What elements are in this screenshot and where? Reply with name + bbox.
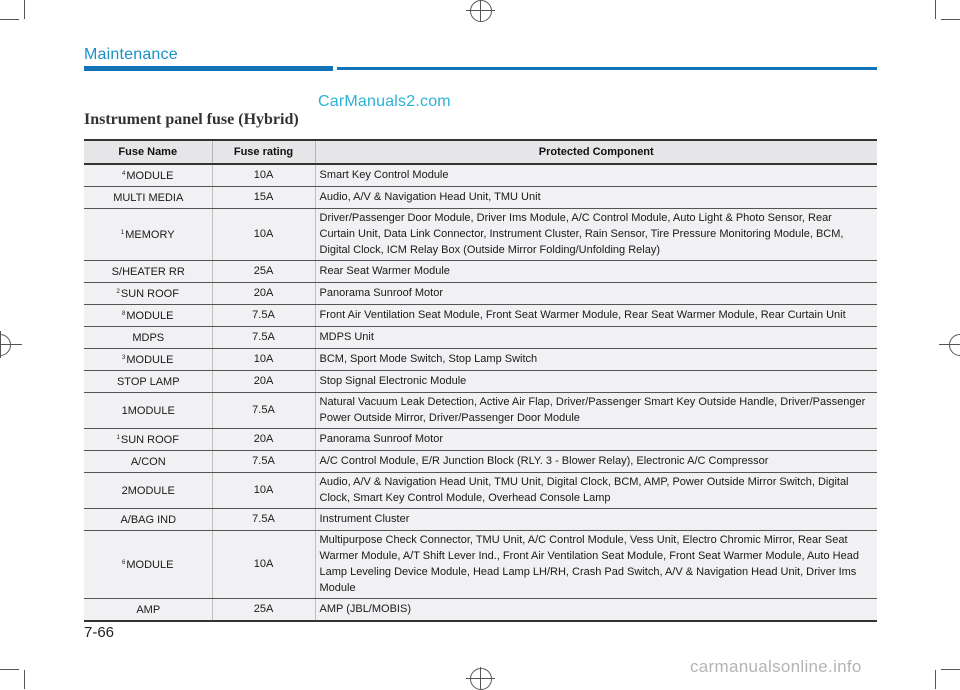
fuse-rating-cell: 10A xyxy=(212,531,315,599)
fuse-rating-cell: 25A xyxy=(212,599,315,622)
protected-component-cell: A/C Control Module, E/R Junction Block (RLY. 3 - Blower Relay), Electronic A/C Compressor xyxy=(315,451,877,473)
registration-mark xyxy=(470,668,492,690)
fuse-name: MODULE xyxy=(126,310,174,322)
fuse-name-cell xyxy=(84,349,212,371)
fuse-name: MODULE xyxy=(126,354,174,366)
fuse-rating-cell: 15A xyxy=(212,187,315,209)
registration-mark xyxy=(0,331,1,358)
registration-mark xyxy=(949,334,960,356)
fuse-name: MDPS xyxy=(132,332,165,344)
protected-component-cell: Audio, A/V & Navigation Head Unit, TMU Unit xyxy=(315,187,877,209)
header-rule xyxy=(84,66,333,71)
crop-mark xyxy=(24,0,25,19)
fuse-name-cell xyxy=(84,209,212,261)
protected-component-cell: Panorama Sunroof Motor xyxy=(315,283,877,305)
registration-mark xyxy=(470,0,492,22)
registration-mark xyxy=(480,0,481,22)
crop-mark xyxy=(941,669,960,670)
fuse-rating-cell: 10A xyxy=(212,473,315,509)
fuse-index: 6 xyxy=(122,560,126,566)
crop-mark xyxy=(0,669,19,670)
fuse-rating-cell: 7.5A xyxy=(212,305,315,327)
header-rule xyxy=(337,67,877,70)
fuse-rating-cell: 20A xyxy=(212,429,315,451)
protected-component-cell: Instrument Cluster xyxy=(315,509,877,531)
registration-mark xyxy=(466,678,495,679)
fuse-name-cell xyxy=(84,393,212,429)
fuse-index: 1 xyxy=(120,230,125,236)
fuse-rating-cell: 10A xyxy=(212,209,315,261)
fuse-index: 4 xyxy=(122,171,126,177)
table-row xyxy=(84,283,877,305)
protected-component-cell: Multipurpose Check Connector, TMU Unit, A/C Control Module, Vess Unit, Electro Chromic Mirror, Rear Seat Warmer Module, A/T Shift Lever Ind., Front Air Ventilation Seat Module, Front Seat Warmer Module, Auto Head Lamp Leveling Device Module, Head Lamp LH/RH, Crash Pad Switch, A/V & Navigation Head Unit, Driver Ims Module xyxy=(315,531,877,599)
protected-component-cell: Stop Signal Electronic Module xyxy=(315,371,877,393)
fuse-name: A/BAG IND xyxy=(120,514,177,526)
fuse-name: 2MODULE xyxy=(121,485,175,497)
section-label: Maintenance xyxy=(84,46,178,63)
fuse-rating-cell: 7.5A xyxy=(212,451,315,473)
fuse-rating-cell: 20A xyxy=(212,283,315,305)
fuse-index: 2 xyxy=(116,289,120,295)
column-header: Protected Component xyxy=(315,140,877,164)
table-row xyxy=(84,509,877,531)
fuse-rating-cell: 20A xyxy=(212,371,315,393)
fuse-name: MEMORY xyxy=(125,229,175,241)
fuse-name: S/HEATER RR xyxy=(111,266,185,278)
fuse-name-cell xyxy=(84,327,212,349)
protected-component-cell: Panorama Sunroof Motor xyxy=(315,429,877,451)
fuse-name: STOP LAMP xyxy=(116,376,180,388)
fuse-name: SUN ROOF xyxy=(120,434,179,446)
fuse-name: MODULE xyxy=(126,559,174,571)
table-row xyxy=(84,473,877,509)
table-row xyxy=(84,305,877,327)
fuse-name: AMP xyxy=(136,604,161,616)
crop-mark xyxy=(941,19,960,20)
fuse-name-cell xyxy=(84,473,212,509)
protected-component-cell: AMP (JBL/MOBIS) xyxy=(315,599,877,622)
fuse-rating-cell: 7.5A xyxy=(212,393,315,429)
fuse-name: MULTI MEDIA xyxy=(113,192,184,204)
fuse-index: 3 xyxy=(122,355,126,361)
protected-component-cell: MDPS Unit xyxy=(315,327,877,349)
table-row xyxy=(84,371,877,393)
fuse-name-cell xyxy=(84,305,212,327)
fuse-name: MODULE xyxy=(126,170,174,182)
page-title: Instrument panel fuse (Hybrid) xyxy=(84,111,299,128)
crop-mark xyxy=(935,0,936,19)
registration-mark xyxy=(0,344,22,345)
table-row xyxy=(84,393,877,429)
fuse-rating-cell: 10A xyxy=(212,164,315,187)
fuse-name-cell xyxy=(84,429,212,451)
table-row xyxy=(84,209,877,261)
table-row xyxy=(84,599,877,622)
fuse-name-cell xyxy=(84,509,212,531)
fuse-name-cell xyxy=(84,371,212,393)
crop-mark xyxy=(24,670,25,689)
table-row xyxy=(84,349,877,371)
fuse-name-cell xyxy=(84,164,212,187)
fuse-name-cell xyxy=(84,531,212,599)
fuse-name-cell xyxy=(84,283,212,305)
fuse-rating-cell: 7.5A xyxy=(212,509,315,531)
table-row xyxy=(84,261,877,283)
fuse-rating-cell: 10A xyxy=(212,349,315,371)
fuse-name-cell xyxy=(84,451,212,473)
table-row xyxy=(84,164,877,187)
fuse-name-cell xyxy=(84,187,212,209)
protected-component-cell: Driver/Passenger Door Module, Driver Ims Module, A/C Control Module, Auto Light & Photo Sensor, Rear Curtain Unit, Data Link Connector, Instrument Cluster, Rain Sensor, Tire Pressure Monitoring Module, BCM, Digital Clock, ICM Relay Box (Outside Mirror Folding/Unfolding Relay) xyxy=(315,209,877,261)
column-header: Fuse Name xyxy=(84,140,212,164)
page-number: 7-66 xyxy=(84,624,115,641)
fuse-name-cell xyxy=(84,599,212,622)
watermark: CarManuals2.com xyxy=(318,93,451,110)
fuse-name: 1MODULE xyxy=(121,405,175,417)
protected-component-cell: BCM, Sport Mode Switch, Stop Lamp Switch xyxy=(315,349,877,371)
registration-mark xyxy=(466,10,495,11)
table-row xyxy=(84,451,877,473)
table-row xyxy=(84,187,877,209)
column-header: Fuse rating xyxy=(212,140,315,164)
registration-mark xyxy=(939,344,960,345)
table-row xyxy=(84,429,877,451)
protected-component-cell: Smart Key Control Module xyxy=(315,164,877,187)
fuse-rating-cell: 25A xyxy=(212,261,315,283)
protected-component-cell: Rear Seat Warmer Module xyxy=(315,261,877,283)
fuse-table xyxy=(84,139,877,622)
table-row xyxy=(84,531,877,599)
crop-mark xyxy=(0,19,19,20)
protected-component-cell: Natural Vacuum Leak Detection, Active Air Flap, Driver/Passenger Smart Key Outside Handle, Driver/Passenger Power Outside Mirror, Driver/Passenger Door Module xyxy=(315,393,877,429)
fuse-rating-cell: 7.5A xyxy=(212,327,315,349)
table-row xyxy=(84,327,877,349)
registration-mark xyxy=(0,334,11,356)
fuse-name: SUN ROOF xyxy=(120,288,179,300)
fuse-name: A/CON xyxy=(130,456,166,468)
protected-component-cell: Audio, A/V & Navigation Head Unit, TMU Unit, Digital Clock, BCM, AMP, Power Outside Mirror Switch, Digital Clock, Smart Key Control Module, Overhead Console Lamp xyxy=(315,473,877,509)
fuse-index: 1 xyxy=(116,435,120,441)
watermark: carmanualsonline.info xyxy=(690,657,862,676)
fuse-index: 8 xyxy=(122,311,126,317)
table-header-row xyxy=(84,140,877,164)
protected-component-cell: Front Air Ventilation Seat Module, Front Seat Warmer Module, Rear Seat Warmer Module, Rear Curtain Unit xyxy=(315,305,877,327)
fuse-name-cell xyxy=(84,261,212,283)
crop-mark xyxy=(935,670,936,689)
